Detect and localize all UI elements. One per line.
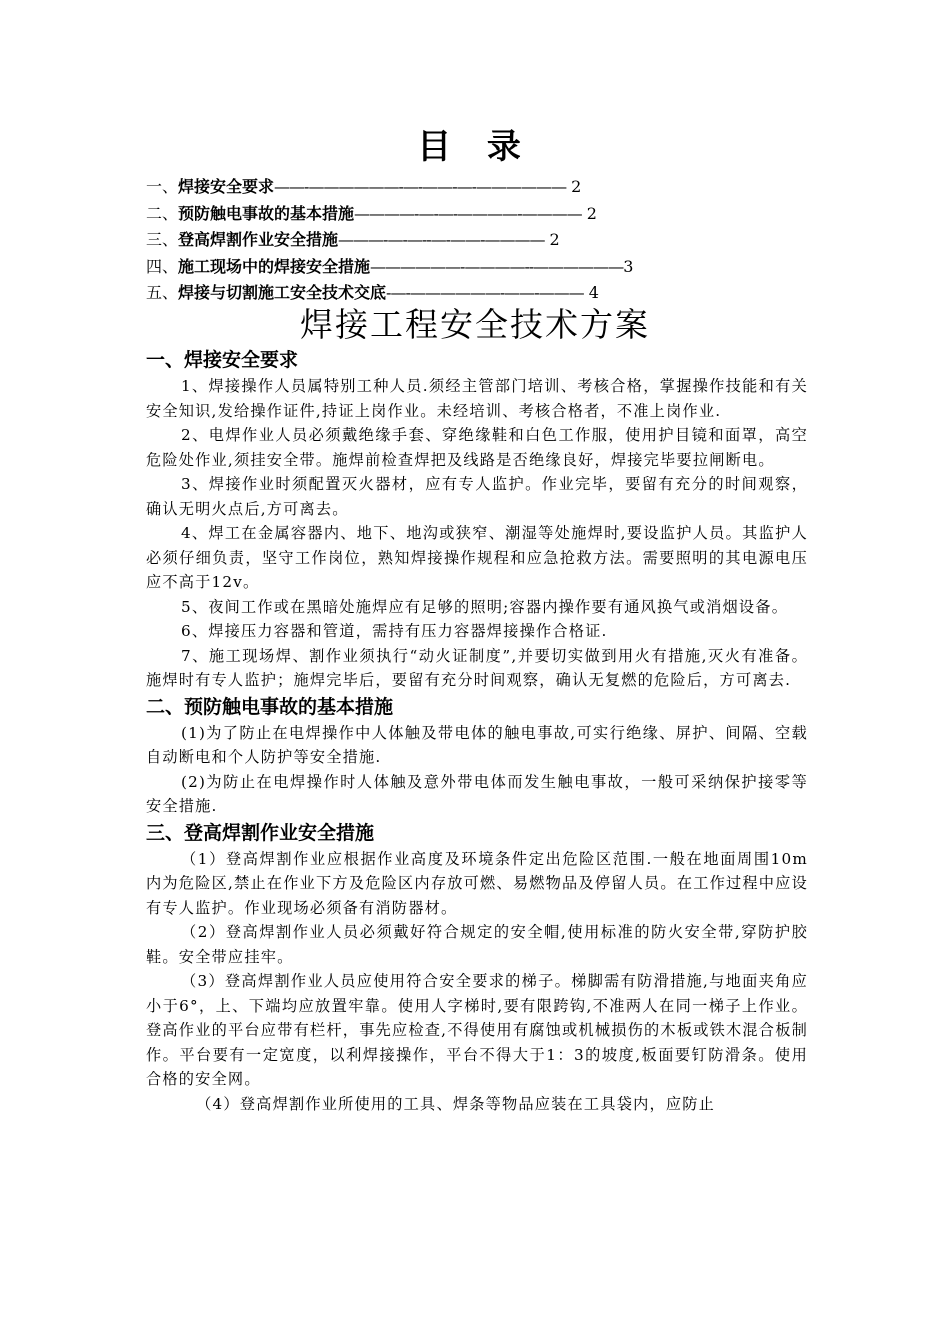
toc-entry[interactable] (146, 254, 806, 281)
toc-entry[interactable] (146, 174, 806, 201)
toc-entry-text: 登高焊割作业安全措施 (178, 230, 339, 249)
paragraph: （2）登高焊割作业人员必须戴好符合规定的安全帽,使用标准的防火安全带,穿防护胶鞋。安全带应挂牢。 (146, 923, 808, 966)
toc-entry-number: 一、 (146, 177, 179, 196)
document-body (146, 346, 808, 1116)
paragraph: 6、焊接压力容器和管道，需持有压力容器焊接操作合格证. (180, 622, 608, 640)
toc-entry-text: 焊接安全要求 (178, 177, 275, 196)
toc-entry-number: 二、 (146, 203, 179, 223)
toc-entry-leader: ——-——————-—-——-—-—————— (274, 177, 567, 196)
section-heading: 一、焊接安全要求 (146, 349, 299, 371)
paragraph: (2)为防止在电焊操作时人体触及意外带电体而发生触电事故，一般可采纳保护接零等安全措施. (146, 772, 808, 815)
toc-entry-text: 预防触电事故的基本措施 (178, 203, 355, 223)
toc-entry-leader: ———-—-—--—-——-———— (338, 230, 545, 249)
paragraph: 1、焊接操作人员属特别工种人员.须经主管部门培训、考核合格，掌握操作技能和有关安全知识,发给操作证件,持证上岗作业。未经培训、考核合格者，不准上岗作业. (146, 377, 808, 420)
toc-entry-page: 2 (566, 177, 582, 196)
toc-entry-page: 2 (581, 203, 597, 223)
paragraph: (1)为了防止在电焊操作中人体触及带电体的触电事故,可实行绝缘、屏护、间隔、空载自动断电和个人防护等安全措施. (146, 723, 808, 766)
toc-entry-number: 五、 (146, 283, 179, 302)
toc-entry-leader: ——————-————--—————— (370, 256, 624, 276)
paragraph: 2、电焊作业人员必须戴绝缘手套、穿绝缘鞋和白色工作服，使用护目镜和面罩，高空危险处作业,须挂安全带。施焊前检查焊把及线路是否绝缘良好，焊接完毕要拉闸断电。 (146, 426, 808, 469)
paragraph: 4、焊工在金属容器内、地下、地沟或狭窄、潮湿等处施焊时,要设监护人员。其监护人必须仔细负责，坚守工作岗位，熟知焊接操作规程和应急抢救方法。需要照明的其电源电压应不高于12v。 (146, 524, 808, 591)
toc-entry[interactable] (146, 227, 806, 254)
paragraph: （1）登高焊割作业应根据作业高度及环境条件定出危险区范围.一般在地面周围10m内为危险区,禁止在作业下方及危险区内存放可燃、易燃物品及停留人员。在工作过程中应设有专人监护。作业现场必须备有消防器材。 (146, 849, 808, 917)
toc-entry-text: 焊接与切割施工安全技术交底 (178, 283, 387, 302)
toc-entry-leader: ————-—-—-————-———— (354, 203, 582, 223)
paragraph: （3）登高焊割作业人员应使用符合安全要求的梯子。梯脚需有防滑措施,与地面夹角应小于6°，上、下端均应放置牢靠。使用人字梯时,要有限跨钩,不准两人在同一梯子上作业。登高作业的平台应带有栏杆，事先应检查,不得使用有腐蚀或机械损伤的木板或铁木混合板制作。平台要有一定宽度，以利焊接操作，平台不得大于1：3的坡度,板面要钉防滑条。使用合格的安全网。 (146, 972, 808, 1088)
toc-entry-page: 2 (544, 230, 560, 249)
toc-entry-page: 3 (623, 256, 634, 276)
paragraph: 3、焊接作业时须配置灭火器材，应有专人监护。作业完毕，要留有充分的时间观察，确认无明火点后,方可离去。 (146, 475, 808, 518)
section-heading: 三、登高焊割作业安全措施 (146, 821, 375, 844)
section-heading: 二、预防触电事故的基本措施 (146, 695, 394, 718)
document-title: 焊接工程安全技术方案 (300, 305, 650, 344)
toc-entry-text: 施工现场中的焊接安全措施 (178, 256, 371, 276)
toc-title: 目 录 (417, 127, 533, 167)
toc-entry-leader: -—-——————-——-——— (386, 283, 584, 302)
paragraph: 5、夜间工作或在黑暗处施焊应有足够的照明;容器内操作要有通风换气或消烟设备。 (180, 597, 789, 616)
toc-entry[interactable] (146, 201, 806, 228)
toc-entry-number: 四、 (146, 256, 179, 276)
toc-entry-number: 三、 (146, 230, 179, 249)
table-of-contents (146, 174, 806, 307)
paragraph: 7、施工现场焊、割作业须执行“动火证制度”,并要切实做到用火有措施,灭火有准备。施焊时有专人监护；施焊完毕后，要留有充分时间观察，确认无复燃的危险后，方可离去. (146, 646, 808, 689)
toc-entry-page: 4 (583, 283, 599, 302)
paragraph: （4）登高焊割作业所使用的工具、焊条等物品应装在工具袋内，应防止 (196, 1094, 716, 1113)
